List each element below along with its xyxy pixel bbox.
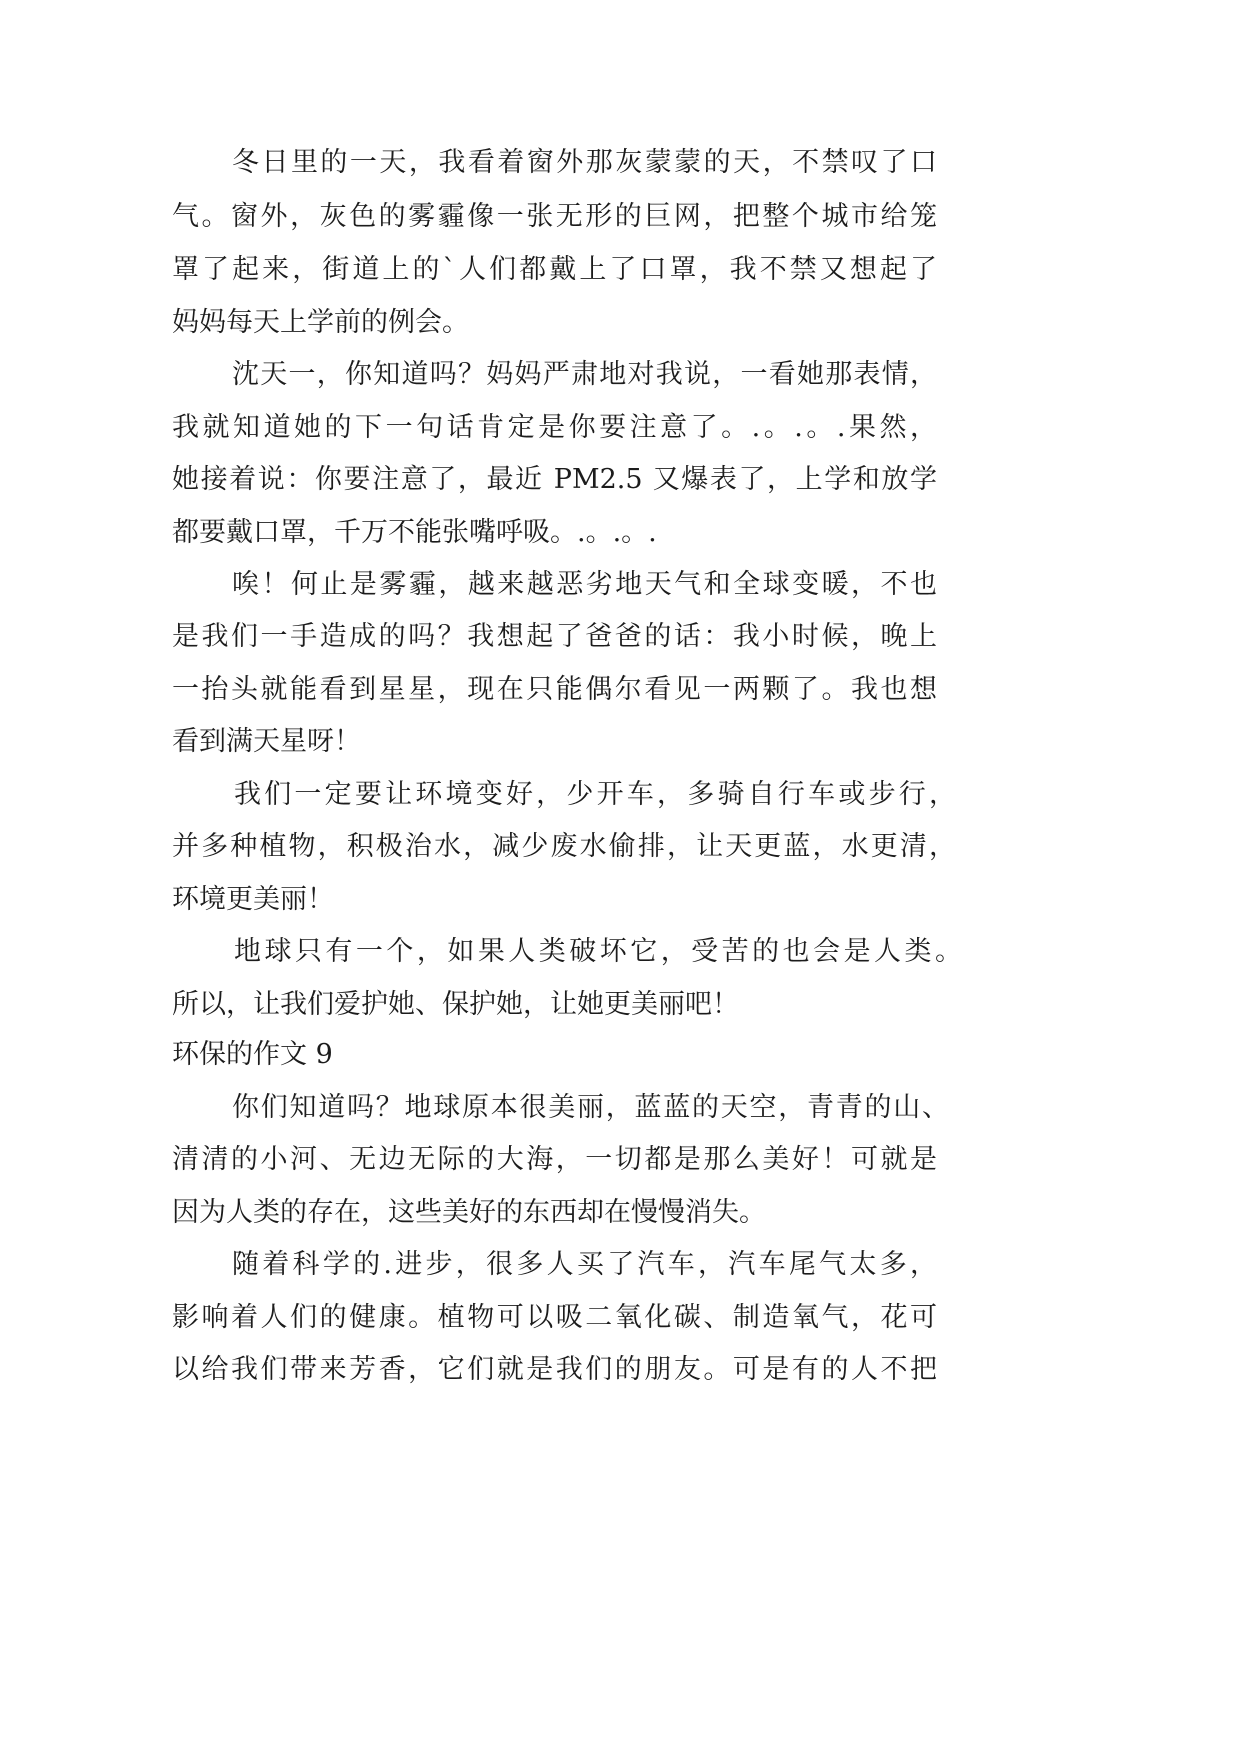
text-line: 她接着说：你要注意了，最近 PM2.5 又爆表了，上学和放学 — [172, 464, 937, 495]
text-line: 罩了起来，街道上的`人们都戴上了口罩，我不禁又想起了 — [172, 254, 937, 285]
text-line: 沈天一，你知道吗？妈妈严肃地对我说，一看她那表情， — [232, 359, 937, 390]
text-line: 一抬头就能看到星星，现在只能偶尔看见一两颗了。我也想 — [172, 674, 937, 705]
text-line: 妈妈每天上学前的例会。 — [172, 307, 469, 338]
text-line: 地球只有一个，如果人类破坏它，受苦的也会是人类。 — [234, 936, 962, 967]
text-line: 因为人类的存在，这些美好的东西却在慢慢消失。 — [172, 1197, 766, 1228]
text-line: 随着科学的.进步，很多人买了汽车，汽车尾气太多， — [232, 1249, 937, 1280]
text-line: 冬日里的一天，我看着窗外那灰蒙蒙的天，不禁叹了口 — [232, 147, 937, 178]
text-line: 看到满天星呀！ — [172, 726, 361, 757]
text-line: 是我们一手造成的吗？我想起了爸爸的话：我小时候，晚上 — [172, 621, 937, 652]
text-line: 以给我们带来芳香，它们就是我们的朋友。可是有的人不把 — [172, 1354, 937, 1385]
text-line: 我就知道她的下一句话肯定是你要注意了。.。.。.果然， — [172, 412, 937, 443]
section-heading: 环保的作文 9 — [172, 1039, 333, 1070]
text-line: 都要戴口罩，千万不能张嘴呼吸。.。.。. — [172, 517, 657, 548]
text-line: 环境更美丽！ — [172, 884, 334, 915]
text-line: 气。窗外，灰色的雾霾像一张无形的巨网，把整个城市给笼 — [172, 201, 937, 232]
text-line: 你们知道吗？地球原本很美丽，蓝蓝的天空，青青的山、 — [232, 1092, 949, 1123]
text-line: 影响着人们的健康。植物可以吸二氧化碳、制造氧气，花可 — [172, 1302, 937, 1333]
text-line: 唉！何止是雾霾，越来越恶劣地天气和全球变暖，不也 — [232, 569, 937, 600]
text-line: 所以，让我们爱护她、保护她，让她更美丽吧！ — [172, 989, 739, 1020]
text-line: 并多种植物，积极治水，减少废水偷排，让天更蓝，水更清， — [172, 831, 956, 862]
text-line: 我们一定要让环境变好，少开车，多骑自行车或步行， — [234, 779, 956, 810]
text-line: 清清的小河、无边无际的大海，一切都是那么美好！可就是 — [172, 1144, 937, 1175]
